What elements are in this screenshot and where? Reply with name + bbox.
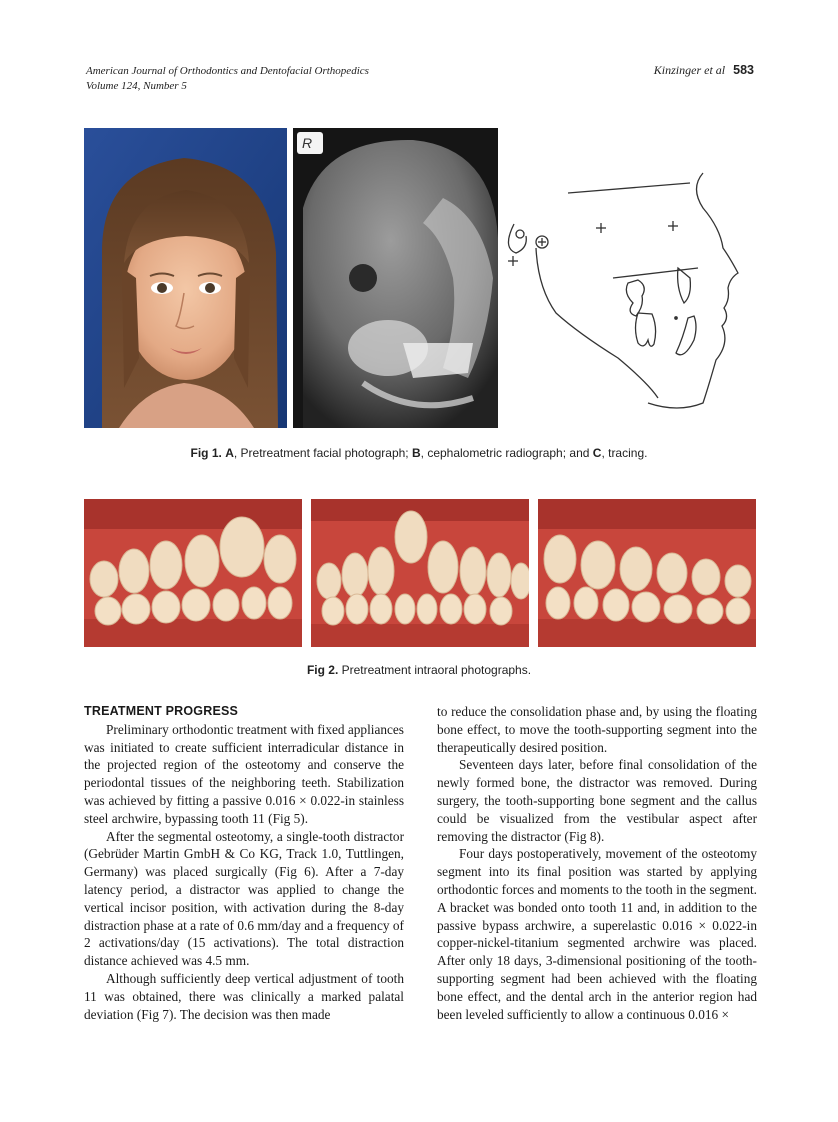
facial-photograph-image [84, 128, 287, 428]
palatal-plane [613, 268, 698, 278]
upper-molar [626, 280, 644, 316]
journal-volume: Volume 124, Number 5 [86, 80, 187, 92]
caption-letter-c: C [592, 446, 602, 460]
caption-letter-a: A [225, 446, 234, 460]
ear-rod [508, 224, 526, 253]
left-text-column [84, 703, 404, 1023]
caption-part-b: , cephalometric radiograph; and [420, 446, 593, 460]
paragraph: After the segmental osteotomy, a single-tooth distractor (Gebrüder Martin GmbH & Co KG, Track 1.0, Tuttlingen, Germany) was placed surgically (Fig 6). After a 7-day latency period, a distractor was applied to change the vertical incisor position, with activation during the 8-day distraction phase at a rate of 0.6 mm/day and a frequency of 2 activations/day (15 activations). The total distraction distance achieved was 4.5 mm. [84, 828, 404, 969]
cephalometric-radiograph [293, 128, 498, 428]
intraoral-right-image [84, 499, 302, 647]
running-header-journal [86, 64, 369, 94]
author-line: Kinzinger et al [653, 63, 726, 77]
paragraph: Preliminary orthodontic treatment with fixed appliances was initiated to create sufficient interradicular distance in the projected region of the osteotomy and conserve the periodontal tissues of the neighboring teeth. Stabilization was achieved by fitting a passive 0.016 × 0.022-in stainless steel archwire, bypassing tooth 11 (Fig 5). [84, 721, 404, 826]
running-header-right [654, 63, 754, 78]
journal-title: American Journal of Orthodontics and Dentofacial Orthopedics [86, 65, 369, 77]
paragraph: Seventeen days later, before final consolidation of the newly formed bone, the distractor was removed. During surgery, the tooth-supporting bone segment and the callus could be visualized from the vestibular aspect after removing the distractor (Fig 8). [437, 757, 757, 844]
cephalometric-tracing [498, 128, 756, 428]
intraoral-photo-right [84, 499, 302, 647]
figure-1-label: Fig 1. [190, 446, 222, 460]
figure-2-caption-text: Pretreatment intraoral photographs. [338, 663, 532, 677]
soft-tissue-profile [648, 173, 738, 408]
lower-incisor [676, 316, 696, 355]
radiograph-marker: R [302, 135, 313, 151]
porion-circle [516, 230, 524, 238]
paragraph: to reduce the consolidation phase and, by using the floating bone effect, to move the tooth-supporting segment into the therapeutically desired position. [437, 704, 757, 755]
intraoral-left-image [538, 499, 756, 647]
paragraph: Four days postoperatively, movement of the osteotomy segment into its final position was started by applying orthodontic forces and moments to the tooth in the segment. A bracket was bonded onto tooth 11 and, in addition to the passive bypass archwire, a superelastic 0.016 × 0.022-in copper-nickel-titanium segmented archwire was placed. After only 18 days, 3-dimensional positioning of the tooth-supporting segment had been achieved with the floating bone effect, and the dental arch in the anterior region had been leveled sufficiently to allow a continuous 0.016 × [437, 846, 757, 1022]
figure-2 [84, 499, 756, 647]
radiograph-image [293, 128, 498, 428]
figure-2-caption [0, 663, 838, 677]
caption-letter-b: B [411, 446, 421, 460]
caption-part-a: , Pretreatment facial photograph; [233, 446, 412, 460]
figure-1-caption [0, 446, 838, 460]
caption-part-c: , tracing. [601, 446, 648, 460]
facial-photograph [84, 128, 287, 428]
mandible-border [536, 248, 658, 398]
sella-nasion-line [568, 183, 690, 193]
section-heading: TREATMENT PROGRESS [84, 704, 239, 718]
intraoral-photo-frontal [311, 499, 529, 647]
right-text-column [437, 703, 757, 1023]
intraoral-photo-left [538, 499, 756, 647]
figure-2-label: Fig 2. [306, 663, 339, 677]
lower-molar [636, 313, 656, 346]
tracing-image [498, 128, 756, 428]
intraoral-frontal-image [311, 499, 529, 647]
paragraph: Although sufficiently deep vertical adjustment of tooth 11 was obtained, there was clinically a marked palatal deviation (Fig 7). The decision was then made [84, 970, 404, 1022]
page-number: 583 [733, 63, 754, 77]
figure-1 [84, 128, 756, 428]
upper-incisor [678, 268, 691, 303]
